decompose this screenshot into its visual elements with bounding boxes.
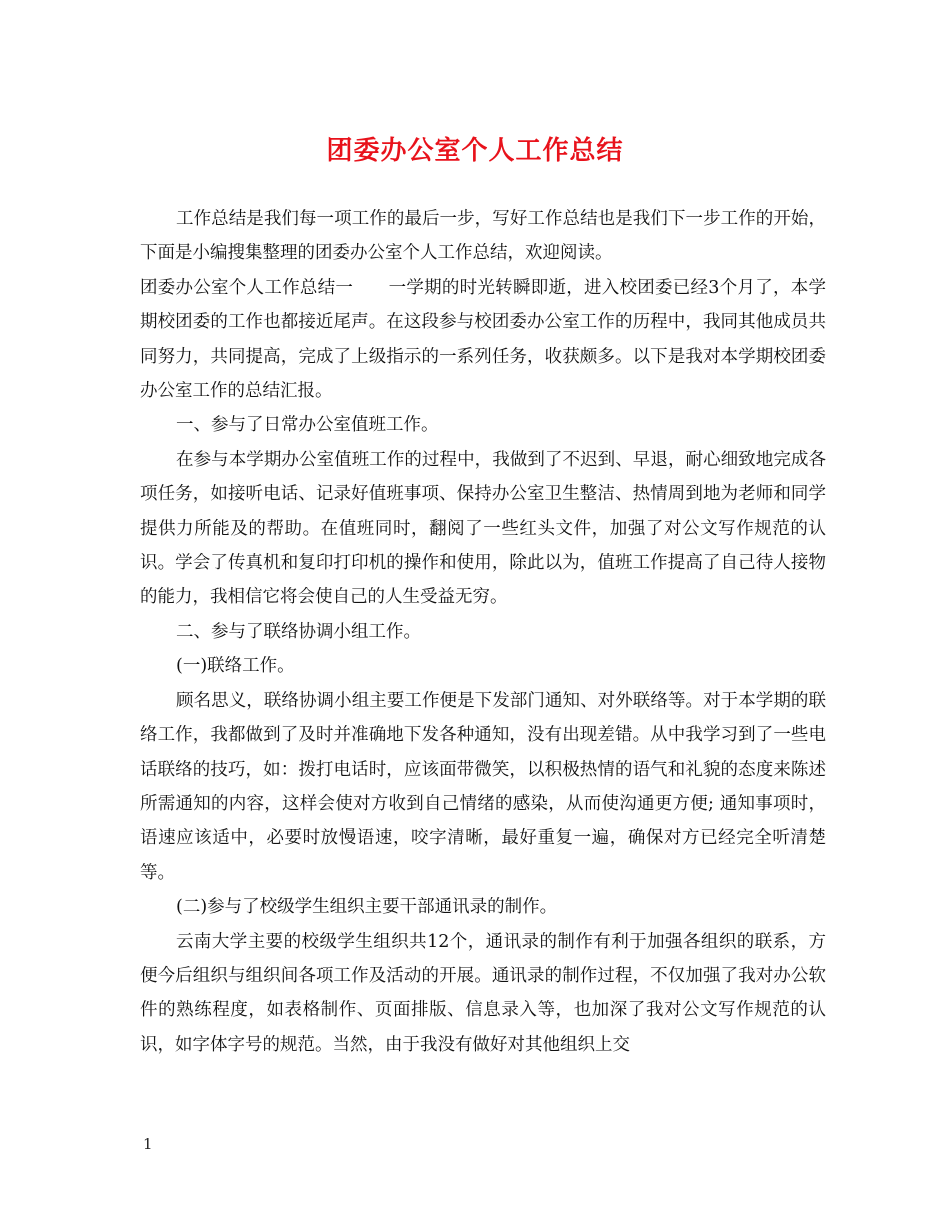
document-title: 团委办公室个人工作总结 [326,136,624,166]
paragraph-liaison-work: 顾名思义，联络协调小组主要工作便是下发部门通知、对外联络等。对于本学期的联络工作，我都做到了及时并准确地下发各种通知，没有出现差错。从中我学习到了一些电话联络的技巧，如：拨打电话时，应该面带微笑，以积极热情的语气和礼貌的态度来陈述所需通知的内容，这样会使对方收到自己情绪的感染，从而使沟通更方便; 通知事项时，语速应该适中，必要时放慢语速，咬字清晰，最好重复一遍，确保对方已经完全听清楚等。 [140,690,826,883]
heading-section-two: 二、参与了联络协调小组工作。 [176,621,421,642]
paragraph-summary-one: 团委办公室个人工作总结一 一学期的时光转瞬即逝，进入校团委已经3个月了，本学期校团委的工作也都接近尾声。在这段参与校团委办公室工作的历程中，我同其他成员共同努力，共同提高，完成了上级指示的一系列任务，收获颇多。以下是我对本学期校团委办公室工作的总结汇报。 [140,277,826,402]
heading-section-one: 一、参与了日常办公室值班工作。 [176,415,439,436]
paragraph-directory-work: 云南大学主要的校级学生组织共12个，通讯录的制作有利于加强各组织的联系，方便今后组织与组织间各项工作及活动的开展。通讯录的制作过程，不仅加强了我对办公软件的熟练程度，如表格制作、页面排版、信息录入等，也加深了我对公文写作规范的认识，如字体字号的规范。当然，由于我没有做好对其他组织上交 [140,931,826,1055]
document-body [140,202,826,1062]
page-number: 1 [143,1135,153,1153]
paragraph-duty-work: 在参与本学期办公室值班工作的过程中，我做到了不迟到、早退，耐心细致地完成各项任务，如接听电话、记录好值班事项、保持办公室卫生整洁、热情周到地为老师和同学提供力所能及的帮助。在值班同时，翻阅了一些红头文件，加强了对公文写作规范的认识。学会了传真机和复印打印机的操作和使用，除此以为，值班工作提高了自己待人接物的能力，我相信它将会使自己的人生受益无穷。 [140,449,826,608]
paragraph-intro: 工作总结是我们每一项工作的最后一步，写好工作总结也是我们下一步工作的开始，下面是小编搜集整理的团委办公室个人工作总结，欢迎阅读。 [140,209,826,264]
heading-subsection-two: (二)参与了校级学生组织主要干部通讯录的制作。 [176,897,558,918]
heading-subsection-one: (一)联络工作。 [176,656,295,677]
